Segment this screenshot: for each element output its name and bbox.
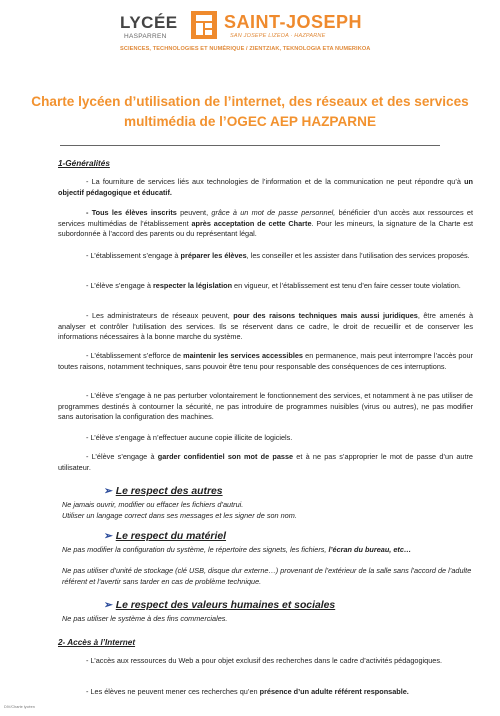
section-2-heading: 2- Accès à l’Internet <box>58 638 136 647</box>
title-divider <box>60 145 440 146</box>
school-emblem-icon <box>190 10 218 40</box>
heading-respect-valeurs: ➢ Le respect des valeurs humaines et sociales <box>104 600 336 611</box>
logo-tagline: SCIENCES, TECHNOLOGIES ET NUMÉRIQUE / ZIENTZIAK, TEKNOLOGIA ETA NUMERIKOA <box>120 46 371 52</box>
logo-hasparren: HASPARREN <box>124 33 167 40</box>
arrow-bullet-icon: ➢ <box>104 600 113 611</box>
paragraph-1: - La fourniture de services liés aux technologies de l’information et de la communication ne peut répondre qu’à un objectif pédagogique et éducatif. <box>58 177 473 197</box>
paragraph-9: - L’élève s’engage à garder confidentiel son mot de passe et à ne pas s’approprier le mot de passe d’un autre utilisateur. <box>58 452 473 472</box>
paragraph-8: - L’élève s’engage à n’effectuer aucune copie illicite de logiciels. <box>86 433 293 442</box>
logo-saint-joseph: SAINT-JOSEPH <box>224 12 363 32</box>
arrow-bullet-icon: ➢ <box>104 531 113 542</box>
paragraph-6: - L’établissement s’efforce de maintenir les services accessibles en permanence, mais peut interrompre l’accès pour toutes raisons, notamment techniques, sans pouvoir être tenu pour responsable des conséquences de ces interruptions. <box>58 351 473 371</box>
respect-materiel-line-1: Ne pas modifier la configuration du système, le répertoire des signets, les fichiers, l’écran du bureau, etc… <box>62 545 412 554</box>
arrow-bullet-icon: ➢ <box>104 486 113 497</box>
logo-basque-subtitle: SAN JOSEPE LIZEOA · HAZPARNE <box>230 33 326 39</box>
paragraph-4: - L’élève s’engage à respecter la législation en vigueur, et l’établissement est tenu d’en faire cesser toute violation. <box>86 281 461 290</box>
school-logo <box>120 10 420 76</box>
respect-autres-line-1: Ne jamais ouvrir, modifier ou effacer les fichiers d’autrui. <box>62 500 244 509</box>
paragraph-7: - L’élève s’engage à ne pas perturber volontairement le fonctionnement des services, et notamment à ne pas utiliser de programmes destinés à contourner la sécurité, ne pas introduire de programmes nuisibles (virus ou autres), ne pas modifier sans autorisation la configuration des machines. <box>58 391 473 421</box>
section-2-paragraph-1: - L’accès aux ressources du Web a pour objet exclusif des recherches dans le cadre d’activités pédagogiques. <box>86 656 442 665</box>
paragraph-2: - Tous les élèves inscrits peuvent, grâce à un mot de passe personnel, bénéficier d’un accès aux ressources et services multimédias de l’établissement après acceptation de cette Charte. Pour les mineurs, la signature de la Charte est subordonnée à l’accord des parents ou du représentant légal. <box>58 208 473 238</box>
paragraph-3: - L’établissement s’engage à préparer les élèves, les conseiller et les assister dans l’utilisation des services proposés. <box>86 251 470 260</box>
heading-respect-autres: ➢ Le respect des autres <box>104 486 223 497</box>
document-title: Charte lycéen d’utilisation de l’internet, des réseaux et des services multimédia de l’OGEC AEP HAZPARNE <box>31 94 469 129</box>
section-2-paragraph-2: - Les élèves ne peuvent mener ces recherches qu’en présence d’un adulte référent responsable. <box>86 687 409 696</box>
respect-materiel-line-2: Ne pas utiliser d’unité de stockage (clé USB, disque dur externe…) provenant de l’extérieur de la salle sans l’accord de l’adulte référent et l’avertir sans tarder en cas de problème technique. <box>62 566 472 586</box>
heading-respect-materiel: ➢ Le respect du matériel <box>104 531 227 542</box>
page-footer: DIV/Charte lycéen <box>4 705 35 709</box>
logo-lycee: LYCÉE <box>120 13 178 32</box>
respect-autres-line-2: Utiliser un langage correct dans ses messages et les signer de son nom. <box>62 511 297 520</box>
respect-valeurs-line-1: Ne pas utiliser le système à des fins commerciales. <box>62 614 228 623</box>
section-1-heading: 1-Généralités <box>58 159 110 168</box>
paragraph-5: - Les administrateurs de réseaux peuvent, pour des raisons techniques mais aussi juridiques, être amenés à analyser et contrôler l’utilisation des services. Ils se réservent dans ce cadre, le droit de recueillir et de conserver les informations nécessaires à la bonne marche du système. <box>58 311 474 341</box>
